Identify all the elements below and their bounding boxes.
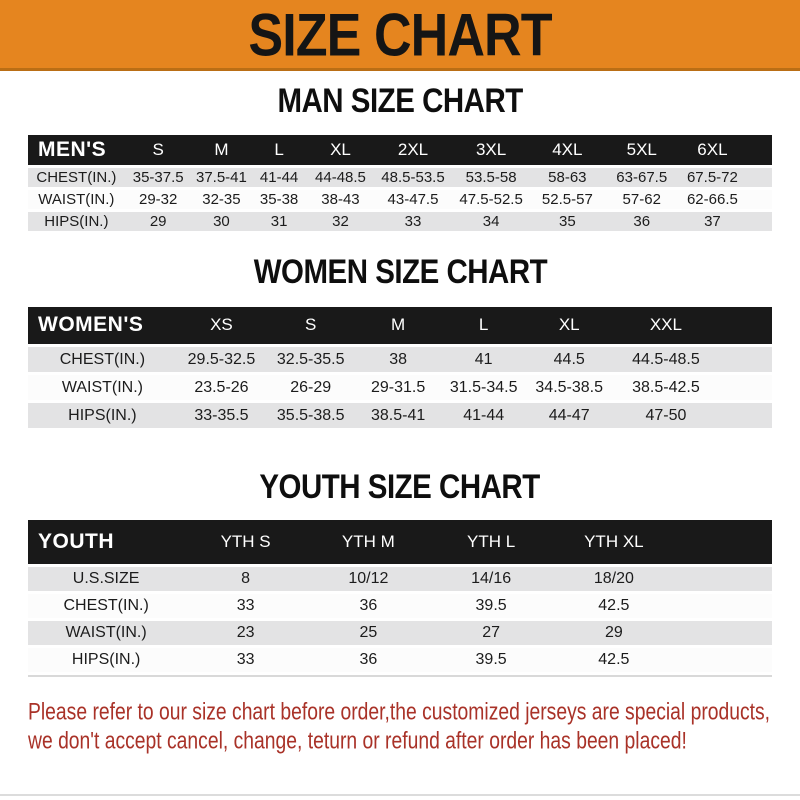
size-value-cell: 26-29 [290,378,332,396]
size-value-cell: 58-63 [548,168,587,186]
size-value-cell: 23 [236,623,255,641]
size-value-cell: 29-31.5 [370,378,426,396]
size-value-cell: 33-35.5 [194,406,249,424]
size-value-cell: 35 [559,212,576,230]
men-column-header: XL [330,139,351,159]
footer-note-line-1: Please refer to our size chart before order,the customized jerseys are special products, [28,696,771,725]
men-column-header: 4XL [552,139,583,159]
size-value-cell: 44.5-48.5 [632,350,700,368]
table-row [28,619,772,646]
size-value-cell: 14/16 [471,569,512,587]
size-value-cell: 38 [389,350,408,368]
row-label: WAIST(IN.) [38,190,115,208]
size-value-cell: 29.5-32.5 [187,350,256,368]
size-value-cell: 32 [332,212,349,230]
footer-note-line-2: we don't accept cancel, change, teturn or refund after order has been placed! [28,725,687,754]
section-heading-men [28,80,772,121]
spacer-cell [675,520,772,565]
size-value-cell: 29-32 [139,190,178,208]
size-value-cell: 32.5-35.5 [276,350,345,368]
men-column-header: S [152,139,164,159]
spacer-cell [675,619,772,646]
footer-note [28,697,772,755]
section-heading-youth-text: YOUTH SIZE CHART [259,466,541,507]
section-heading-youth [28,466,772,507]
row-label: U.S.SIZE [72,569,140,587]
size-value-cell: 34.5-38.5 [535,378,604,396]
table-row [28,166,772,188]
size-value-cell: 30 [213,212,230,230]
size-value-cell: 42.5 [598,650,630,668]
men-corner-label: MEN'S [38,137,107,161]
size-value-cell: 31 [270,212,288,230]
size-value-cell: 41-44 [259,168,299,186]
women-corner-label: WOMEN'S [38,313,144,337]
men-column-header: 3XL [475,139,507,159]
size-value-cell: 38.5-42.5 [632,378,700,396]
women-column-header: XXL [649,315,682,335]
page-bottom-divider [0,794,800,796]
men-column-header: 2XL [397,139,429,159]
men-column-header: L [274,139,284,159]
size-value-cell: 37.5-41 [195,168,247,186]
table-row [28,210,772,232]
table-row [28,188,772,210]
size-value-cell: 10/12 [348,569,389,587]
spacer-cell [675,592,772,619]
size-value-cell: 29 [604,623,623,641]
size-value-cell: 63-67.5 [616,168,668,186]
size-value-cell: 27 [482,623,500,641]
women-column-header: M [391,315,406,335]
size-value-cell: 37 [704,212,721,230]
youth-header-row [28,520,772,565]
size-value-cell: 39.5 [475,596,507,614]
women-size-table [28,307,772,432]
size-value-cell: 44-48.5 [315,168,366,186]
size-value-cell: 35-37.5 [132,168,184,186]
spacer-cell [746,188,772,210]
section-heading-men-text: MAN SIZE CHART [277,80,523,121]
women-header-row [28,307,772,346]
row-label: WAIST(IN.) [65,623,147,641]
section-heading-women-text: WOMEN SIZE CHART [253,251,547,291]
banner [0,0,800,71]
size-value-cell: 47-50 [645,406,687,424]
row-label: WAIST(IN.) [61,378,143,396]
table-bottom-divider [28,675,772,677]
size-value-cell: 38-43 [321,190,360,208]
row-label: CHEST(IN.) [63,596,149,614]
size-value-cell: 33 [236,596,255,614]
spacer-cell [720,402,772,430]
women-column-header: XL [558,315,580,335]
size-value-cell: 31.5-34.5 [449,378,518,396]
size-value-cell: 8 [241,569,251,587]
section-heading-women [28,251,772,291]
table-row [28,374,772,402]
size-value-cell: 33 [404,212,422,230]
table-row [28,592,772,619]
women-column-header: XS [210,315,233,335]
size-value-cell: 44-47 [548,406,590,424]
size-value-cell: 67.5-72 [686,168,738,186]
row-label: HIPS(IN.) [71,650,141,668]
banner-title: SIZE CHART [248,0,552,69]
size-value-cell: 33 [236,650,255,668]
youth-column-header: YTH L [467,531,516,551]
size-value-cell: 35-38 [259,190,299,208]
spacer-cell [746,166,772,188]
size-value-cell: 47.5-52.5 [459,190,523,208]
spacer-cell [675,646,772,673]
size-value-cell: 35.5-38.5 [276,406,345,424]
size-value-cell: 36 [633,212,651,230]
table-row [28,646,772,673]
size-value-cell: 53.5-58 [465,168,517,186]
row-label: HIPS(IN.) [44,212,109,230]
size-value-cell: 43-47.5 [387,190,439,208]
size-value-cell: 48.5-53.5 [381,168,445,186]
spacer-cell [746,135,772,166]
size-value-cell: 23.5-26 [194,378,249,396]
women-column-header: L [478,315,489,335]
size-value-cell: 25 [359,623,378,641]
youth-size-table [28,520,772,675]
men-header-row [28,135,772,166]
size-value-cell: 52.5-57 [541,190,593,208]
men-column-header: M [214,139,229,159]
spacer-cell [720,307,772,346]
size-value-cell: 36 [359,650,378,668]
size-value-cell: 57-62 [622,190,661,208]
youth-column-header: YTH XL [584,531,644,551]
size-value-cell: 34 [482,212,500,230]
men-size-table [28,135,772,234]
size-value-cell: 38.5-41 [370,406,426,424]
size-value-cell: 44.5 [553,350,585,368]
size-value-cell: 39.5 [475,650,507,668]
size-value-cell: 42.5 [598,596,630,614]
table-row [28,402,772,430]
content-area [0,80,800,755]
row-label: CHEST(IN.) [36,168,117,186]
spacer-cell [720,374,772,402]
men-column-header: 5XL [626,139,657,159]
size-value-cell: 29 [149,212,167,230]
row-label: CHEST(IN.) [59,350,146,368]
size-value-cell: 32-35 [202,190,241,208]
table-row [28,346,772,374]
spacer-cell [746,210,772,232]
size-value-cell: 41-44 [463,406,505,424]
size-value-cell: 62-66.5 [686,190,738,208]
size-value-cell: 18/20 [593,569,634,587]
women-column-header: S [305,315,317,335]
youth-corner-label: YOUTH [38,529,114,553]
spacer-cell [675,565,772,592]
spacer-cell [720,346,772,374]
size-value-cell: 41 [474,350,493,368]
men-column-header: 6XL [697,139,728,159]
size-value-cell: 36 [359,596,378,614]
youth-column-header: YTH S [220,531,271,551]
youth-column-header: YTH M [341,531,395,551]
table-row [28,565,772,592]
row-label: HIPS(IN.) [68,406,137,424]
